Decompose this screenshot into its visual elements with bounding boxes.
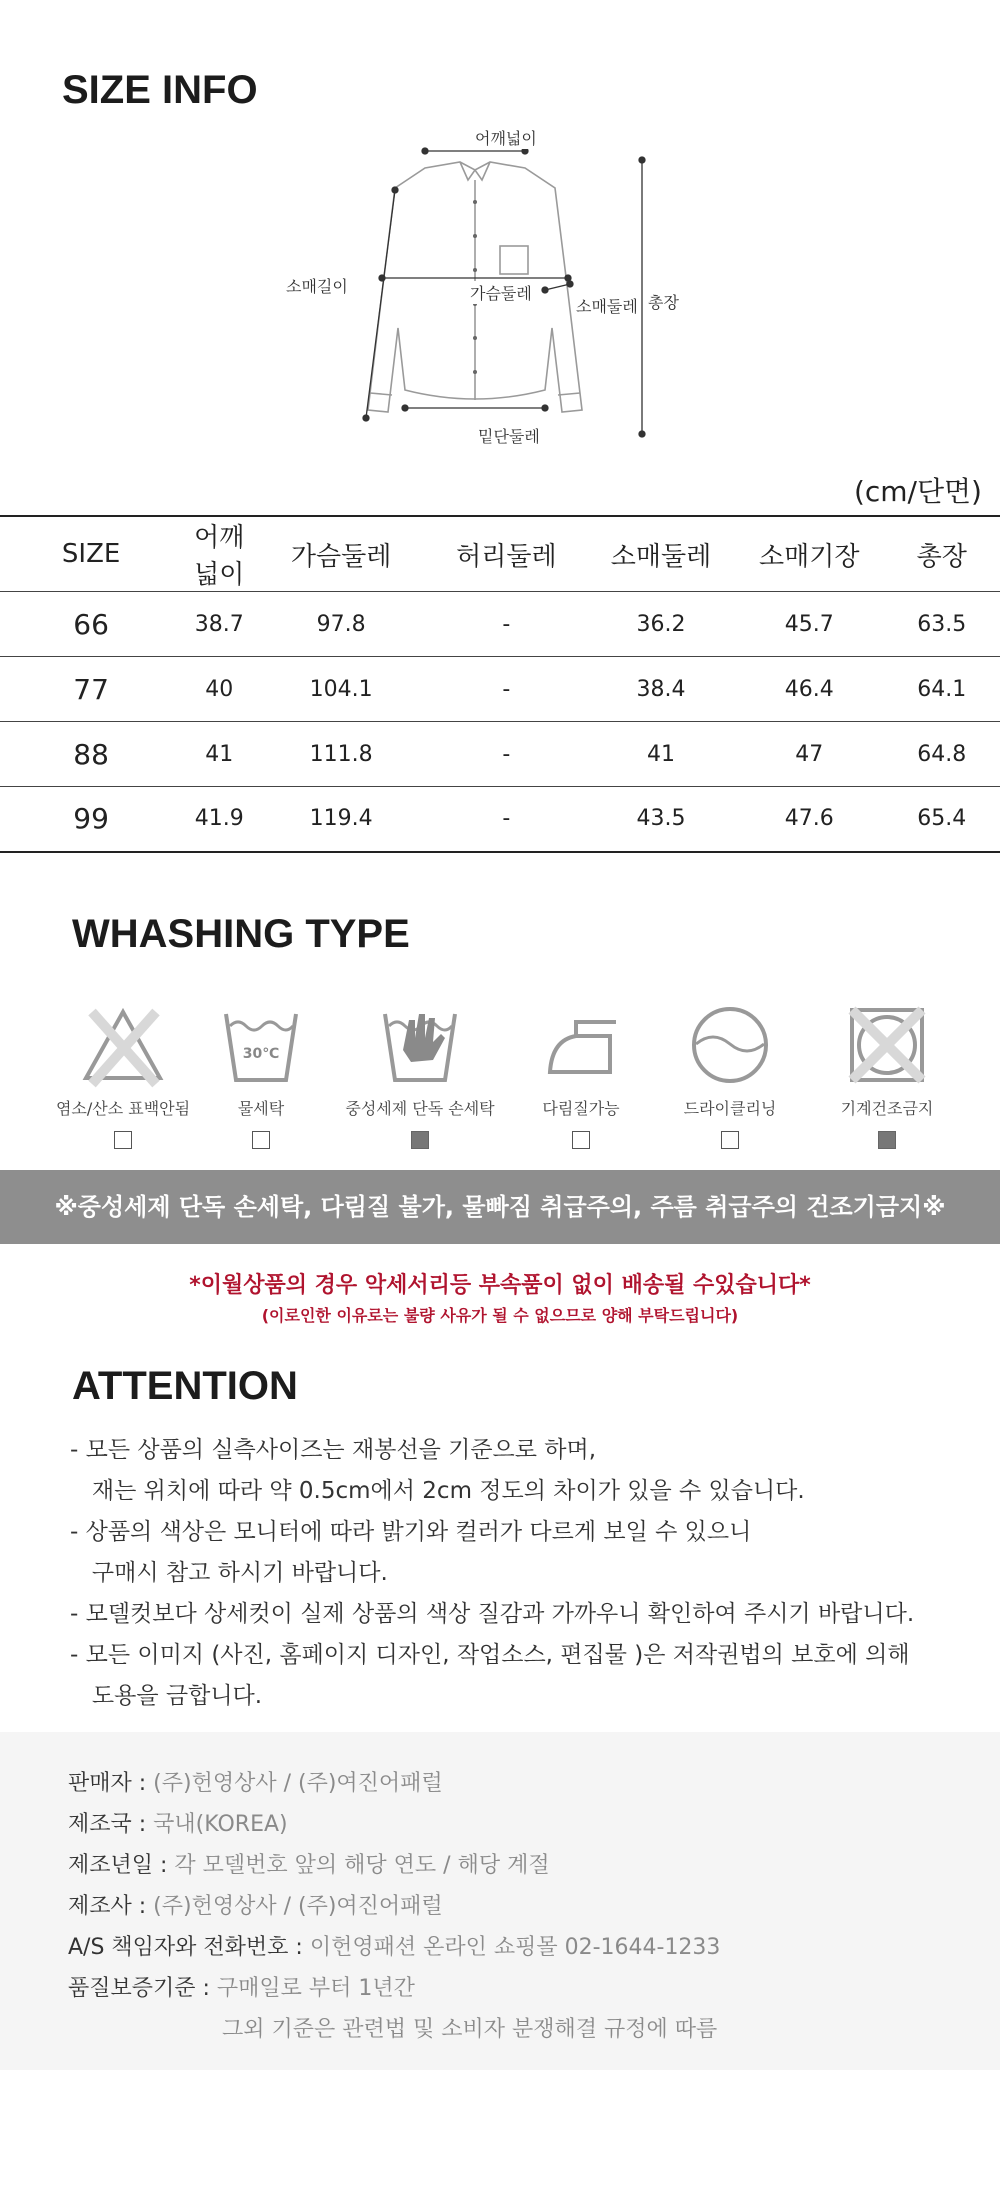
wash-label: 염소/산소 표백안됨 [55, 1099, 191, 1118]
table-row [0, 787, 1000, 852]
attention-title: ATTENTION [72, 1364, 298, 1408]
table-row [0, 592, 1000, 657]
wash-temp-text: 30℃ [242, 1046, 280, 1062]
info-row-warranty [68, 1971, 415, 2002]
table-cell: 77 [0, 657, 182, 722]
info-row-date [68, 1848, 550, 1879]
wash-instructions-banner: ※중성세제 단독 손세탁, 다림질 불가, 물빠짐 취급주의, 주름 취급주의 건조기금지※ [0, 1170, 1000, 1244]
table-cell: 99 [0, 787, 182, 852]
table-cell: - [426, 787, 587, 852]
info-key: 품질보증기준 : [68, 1976, 217, 2001]
wash-label: 물세탁 [237, 1099, 285, 1118]
column-header: 어깨넓이 [182, 516, 256, 592]
iron-icon [536, 1000, 626, 1090]
wash-checkbox [721, 1131, 739, 1149]
info-key: 판매자 : [68, 1771, 154, 1796]
info-value: 그외 기준은 관련법 및 소비자 분쟁해결 규정에 따름 [222, 2017, 718, 2042]
info-key: A/S 책임자와 전화번호 : [68, 1935, 310, 1960]
table-cell: 38.4 [587, 657, 735, 722]
wash-checkbox-checked [411, 1131, 429, 1149]
washing-type-title: WHASHING TYPE [72, 912, 410, 956]
info-key: 제조사 : [68, 1894, 154, 1919]
table-cell: 41.9 [182, 787, 256, 852]
attention-line: - 모든 이미지 (사진, 홈페이지 디자인, 작업소스, 편집물 )은 저작권법의 보호에 의해 [70, 1642, 910, 1668]
wash-checkbox [114, 1131, 132, 1149]
column-header: 소매둘레 [587, 516, 735, 592]
info-value: 국내(KOREA) [153, 1812, 288, 1837]
hand-wash-icon [375, 1000, 465, 1090]
wash-checkbox [252, 1131, 270, 1149]
size-table [0, 515, 1000, 853]
column-header: 소매기장 [735, 516, 883, 592]
wash-label: 중성세제 단독 손세탁 [345, 1099, 495, 1118]
no-bleach-icon [78, 1000, 168, 1090]
table-cell: 111.8 [256, 722, 425, 787]
wash-item-hand-wash [345, 1000, 495, 1149]
table-cell: 88 [0, 722, 182, 787]
column-header: 가슴둘레 [256, 516, 425, 592]
attention-line: - 모델컷보다 상세컷이 실제 상품의 색상 질감과 가까우니 확인하여 주시기 바랍니다. [70, 1601, 915, 1627]
info-value: (주)헌영상사 / (주)여진어패럴 [153, 1894, 443, 1919]
info-key: 제조년일 : [68, 1853, 175, 1878]
attention-line: - 모든 상품의 실측사이즈는 재봉선을 기준으로 하며, [70, 1437, 597, 1463]
table-cell: 40 [182, 657, 256, 722]
dry-clean-icon [685, 1000, 775, 1090]
wash-label: 다림질가능 [542, 1099, 620, 1118]
table-cell: 66 [0, 592, 182, 657]
table-cell: 41 [182, 722, 256, 787]
info-value: 각 모델번호 앞의 해당 연도 / 해당 계절 [174, 1853, 550, 1878]
wash-item-no-bleach [48, 1000, 198, 1149]
table-row [0, 657, 1000, 722]
wash-label: 드라이클리닝 [683, 1099, 777, 1118]
diagram-label-hem: 밑단둘레 [478, 424, 540, 447]
table-cell: 97.8 [256, 592, 425, 657]
size-info-title: SIZE INFO [62, 68, 258, 112]
table-cell: 119.4 [256, 787, 425, 852]
table-cell: - [426, 722, 587, 787]
diagram-label-shoulder: 어깨넓이 [475, 126, 537, 149]
table-cell: - [426, 657, 587, 722]
table-cell: 47 [735, 722, 883, 787]
info-value: 이헌영패션 온라인 쇼핑몰 02-1644-1233 [309, 1935, 721, 1960]
table-cell: 41 [587, 722, 735, 787]
column-header: SIZE [0, 516, 182, 592]
table-cell: 64.8 [883, 722, 1000, 787]
attention-line: - 상품의 색상은 모니터에 따라 밝기와 컬러가 다르게 보일 수 있으니 [70, 1519, 752, 1545]
diagram-label-sleeve-width: 소매둘레 [576, 294, 638, 317]
info-row-country [68, 1807, 288, 1838]
column-header: 허리둘레 [426, 516, 587, 592]
diagram-label-total-length: 총장 [648, 290, 679, 313]
notice-main: *이월상품의 경우 악세서리등 부속품이 없이 배송될 수있습니다* [189, 1273, 811, 1298]
table-cell: 46.4 [735, 657, 883, 722]
attention-line: 도용을 금합니다. [70, 1683, 263, 1709]
column-header: 총장 [883, 516, 1000, 592]
table-cell: 43.5 [587, 787, 735, 852]
wash-item-no-tumble-dry [812, 1000, 962, 1149]
table-cell: 38.7 [182, 592, 256, 657]
wash-checkbox-checked [878, 1131, 896, 1149]
info-value: (주)헌영상사 / (주)여진어패럴 [153, 1771, 443, 1796]
table-cell: 63.5 [883, 592, 1000, 657]
notice-sub: (이로인한 이유로는 불량 사유가 될 수 없으므로 양해 부탁드립니다) [261, 1306, 739, 1325]
info-row-warranty-extra [222, 2012, 717, 2043]
table-header-row [0, 516, 1000, 592]
no-tumble-dry-icon [842, 1000, 932, 1090]
shirt-measurement-diagram [286, 118, 700, 448]
diagram-label-sleeve-length: 소매길이 [286, 274, 348, 297]
info-row-manufacturer [68, 1889, 443, 1920]
table-cell: 45.7 [735, 592, 883, 657]
info-value: 구매일로 부터 1년간 [216, 1976, 415, 2001]
wash-item-water-wash [186, 1000, 336, 1149]
product-info-box [0, 1732, 1000, 2070]
info-row-seller [68, 1766, 443, 1797]
attention-line: 구매시 참고 하시기 바랍니다. [70, 1560, 388, 1586]
wash-checkbox [572, 1131, 590, 1149]
info-row-as-contact [68, 1930, 720, 1961]
wash-30-icon [216, 1000, 306, 1090]
attention-list [70, 1430, 970, 1717]
table-cell: 104.1 [256, 657, 425, 722]
table-cell: 47.6 [735, 787, 883, 852]
unit-label: (cm/단면) [853, 475, 982, 508]
wash-item-iron [506, 1000, 656, 1149]
table-cell: 65.4 [883, 787, 1000, 852]
diagram-label-chest: 가슴둘레 [470, 281, 532, 304]
table-cell: 64.1 [883, 657, 1000, 722]
table-cell: 36.2 [587, 592, 735, 657]
wash-item-dry-clean [655, 1000, 805, 1149]
wash-label: 기계건조금지 [840, 1099, 934, 1118]
info-key: 제조국 : [68, 1812, 154, 1837]
table-row [0, 722, 1000, 787]
attention-line: 재는 위치에 따라 약 0.5cm에서 2cm 정도의 차이가 있을 수 있습니다. [70, 1478, 805, 1504]
table-cell: - [426, 592, 587, 657]
